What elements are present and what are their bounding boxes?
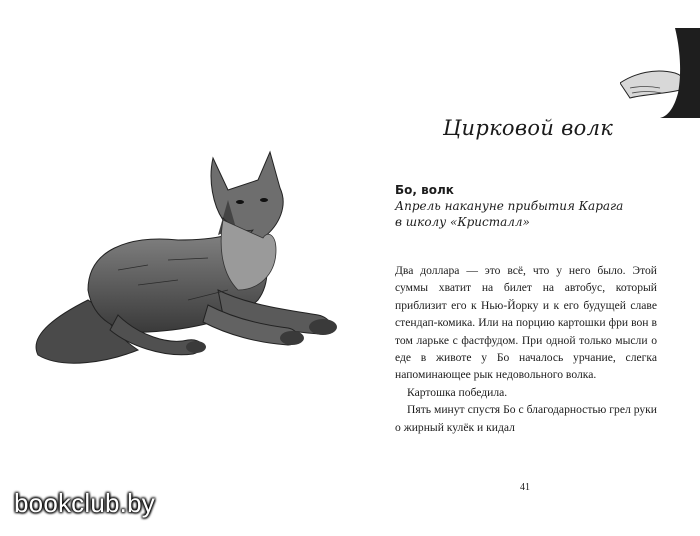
hand-illustration bbox=[620, 28, 700, 118]
paragraph: Пять минут спустя Бо с благодарностью грел руки о жирный кулёк и кидал bbox=[395, 403, 657, 434]
chapter-subtitle-line-2: в школу «Кристалл» bbox=[395, 215, 530, 229]
chapter-title: Цирковой волк bbox=[442, 116, 614, 140]
character-name: Бо, волк bbox=[395, 183, 454, 197]
page-number: 41 bbox=[520, 482, 530, 493]
chapter-subtitle-line-1: Апрель накануне прибытия Карага bbox=[395, 199, 624, 213]
paragraph: Два доллара — это всё, что у него было. Этой суммы хватит на билет на автобус, который приблизит его к Нью-Йорку и к его будущей славе стендап-комика. Или на порцию картошки фри вон в том ларьке с фастфудом. При одной только мысли о еде в животе у Бо началось урчание, слегка напоминающее рык недовольного волка. bbox=[395, 264, 657, 382]
wolf-illustration bbox=[18, 140, 348, 380]
watermark: bookclub.by bbox=[14, 488, 155, 518]
chapter-heading bbox=[395, 182, 655, 230]
body-text bbox=[395, 262, 657, 436]
paragraph: Картошка победила. bbox=[407, 385, 508, 399]
right-page bbox=[350, 0, 700, 536]
